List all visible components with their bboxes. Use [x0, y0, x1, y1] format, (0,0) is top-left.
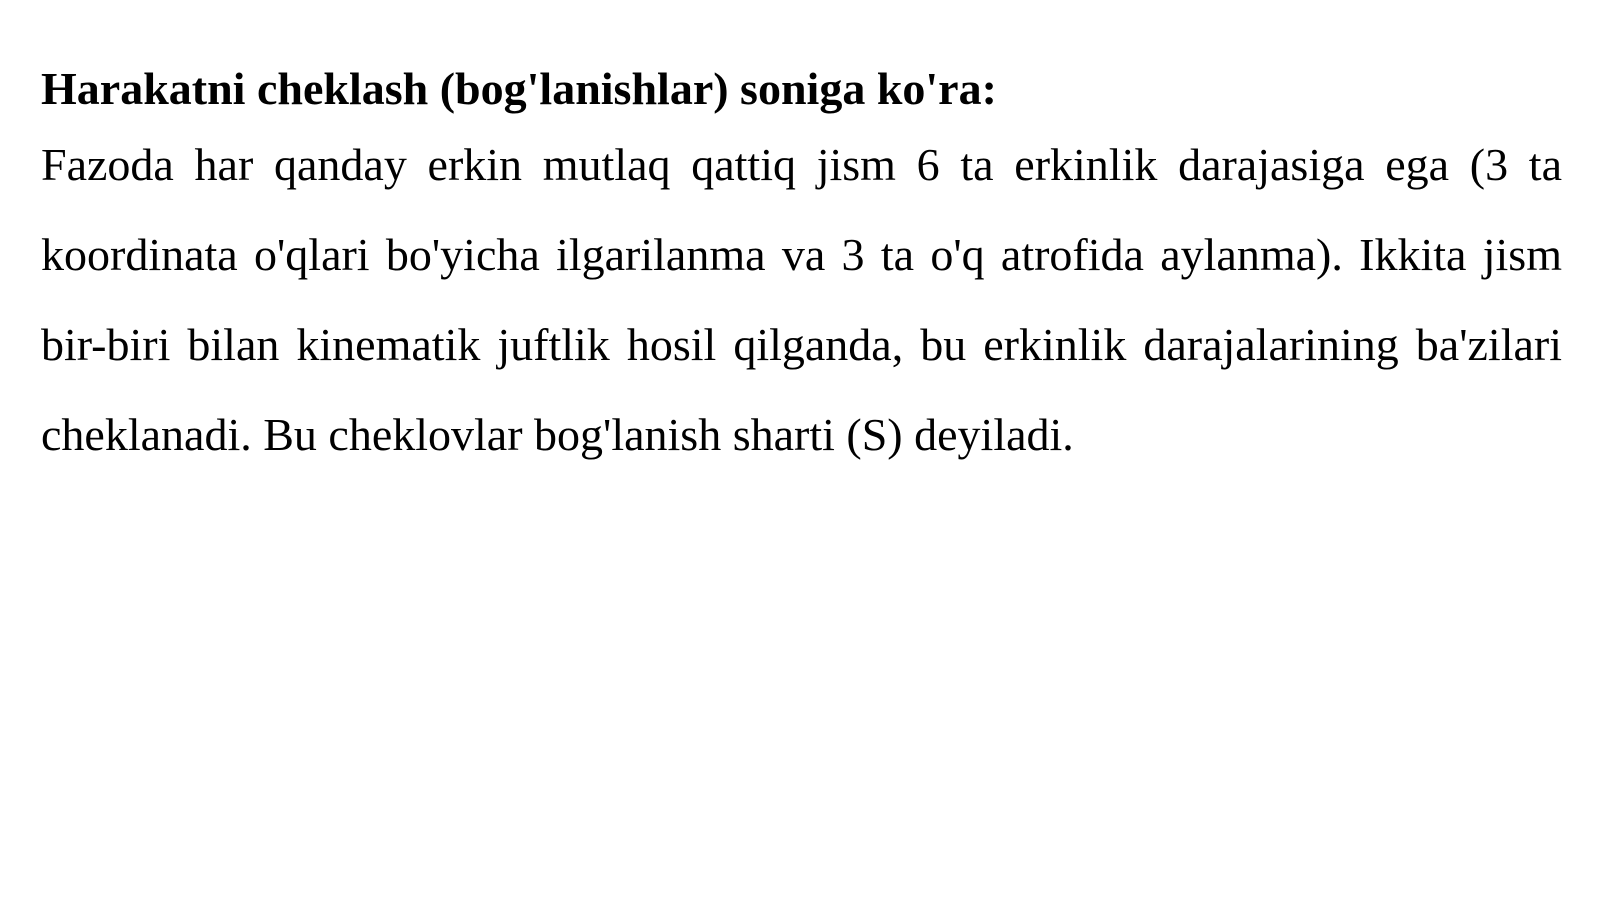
slide-heading: Harakatni cheklash (bog'lanishlar) soniga ko'ra: [41, 63, 997, 114]
slide-paragraph: Fazoda har qanday erkin mutlaq qattiq jism 6 ta erkinlik darajasiga ega (3 ta koordinata o'qlari bo'yicha ilgarilanma va 3 ta o'q atrofida aylanma). Ikkita jism bir-biri bilan kinematik juftlik hosil qilganda, bu erkinlik darajalarining ba'zilari cheklanadi. Bu cheklovlar bog'lanish sharti (S) deyiladi. [41, 139, 1562, 460]
slide-content [41, 56, 1562, 480]
